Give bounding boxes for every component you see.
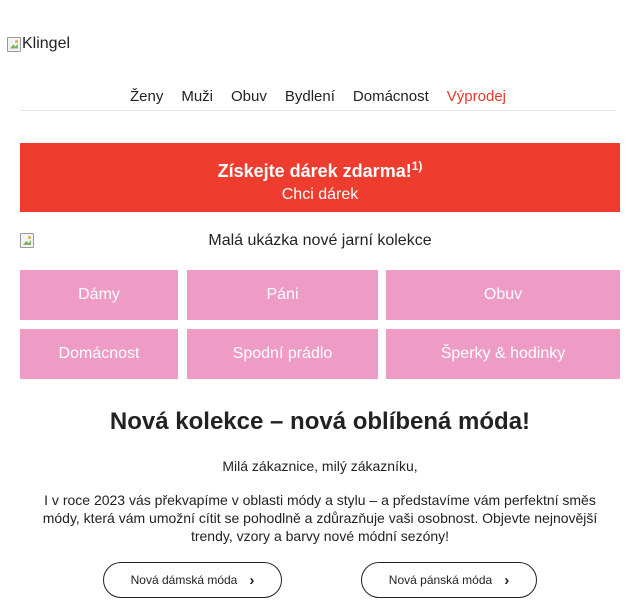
promo-banner[interactable] <box>20 143 620 212</box>
hero-alt-text: Malá ukázka nové jarní kolekce <box>208 232 432 249</box>
promo-title-line <box>20 155 620 182</box>
nav-item-domacnost[interactable]: Domácnost <box>352 88 429 105</box>
promo-title: Získejte dárek zdarma! <box>217 161 412 181</box>
chevron-right-icon: › <box>249 571 255 589</box>
logo-alt-text: Klingel <box>22 35 71 52</box>
category-tile-spodni-pradlo[interactable]: Spodní prádlo <box>187 329 378 379</box>
main-navigation <box>20 88 616 111</box>
new-women-fashion-button[interactable] <box>103 562 282 598</box>
broken-image-icon <box>7 37 21 52</box>
intro-paragraph: I v roce 2023 vás překvapíme v oblasti módy a stylu – a představíme vám perfektní směs módy, která vám umožní cítit se pohodlně a zdůrazňuje vaši osobnost. Objevte nejnovější trendy, vzory a barvy nové módní sezóny! <box>42 492 598 544</box>
new-men-fashion-button[interactable] <box>361 562 537 598</box>
nav-item-zeny[interactable]: Ženy <box>129 88 164 105</box>
greeting-text: Milá zákaznice, milý zákazníku, <box>222 458 418 474</box>
promo-footnote: 1) <box>411 159 423 173</box>
category-tile-domacnost[interactable]: Domácnost <box>20 329 178 379</box>
promo-subtitle: Chci dárek <box>281 186 359 203</box>
chevron-right-icon: › <box>504 571 510 589</box>
category-tile-pani[interactable]: Páni <box>187 270 378 320</box>
category-tile-damy[interactable]: Dámy <box>20 270 178 320</box>
new-men-fashion-label: Nová pánská móda <box>388 573 493 587</box>
category-tile-sperky-hodinky[interactable]: Šperky & hodinky <box>386 329 620 379</box>
nav-item-bydleni[interactable]: Bydlení <box>284 88 335 105</box>
hero-image[interactable] <box>20 231 620 251</box>
new-women-fashion-label: Nová dámská móda <box>130 573 238 587</box>
page-heading: Nová kolekce – nová oblíbená móda! <box>109 408 531 435</box>
logo[interactable] <box>7 35 70 53</box>
nav-item-muzi[interactable]: Muži <box>181 88 214 105</box>
nav-item-obuv[interactable]: Obuv <box>231 88 267 105</box>
nav-item-vyprodej[interactable]: Výprodej <box>446 88 506 105</box>
category-tile-obuv[interactable]: Obuv <box>386 270 620 320</box>
